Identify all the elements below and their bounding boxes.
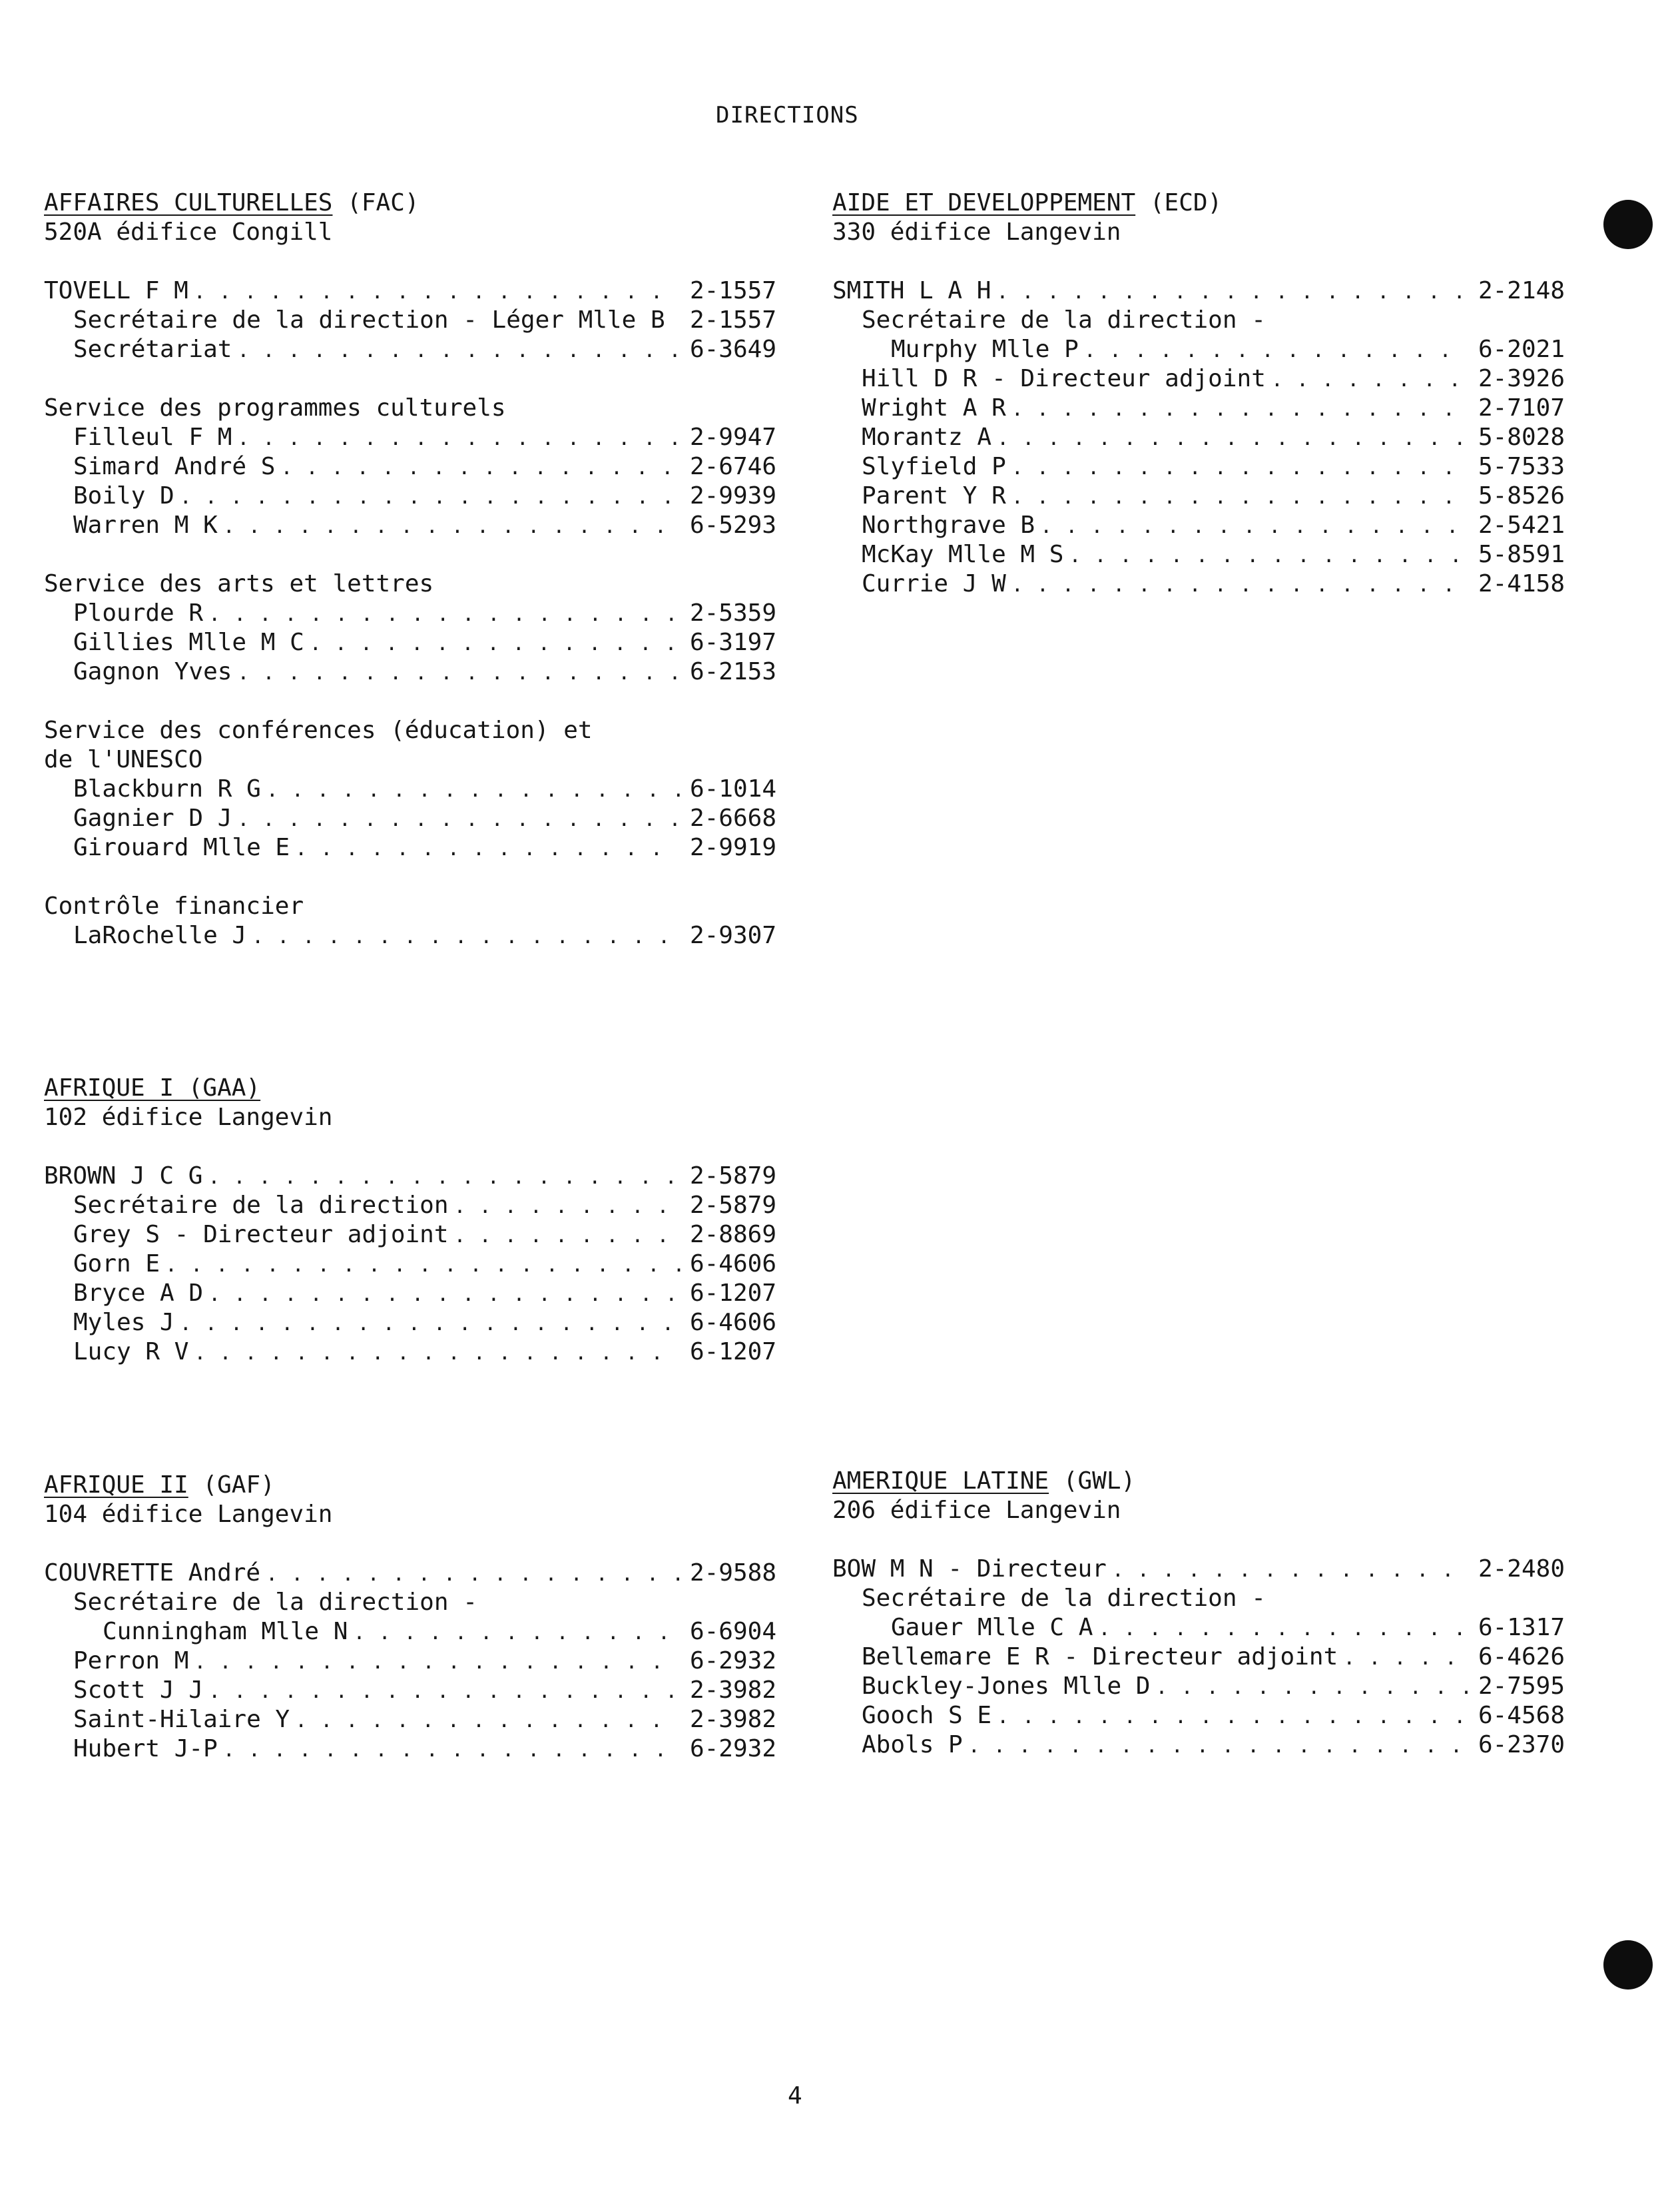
section-heading	[832, 1467, 1565, 1496]
directory-entry: Hill D R - Directeur adjoint . . . 2-3926	[832, 364, 1565, 394]
department-address: 206 édifice Langevin	[832, 1497, 1121, 1524]
directory-entry: Warren M K . . . 6-5293	[44, 511, 776, 540]
directory-entry: Girouard Mlle E . . . 2-9919	[44, 833, 776, 863]
directory-entry: Secrétariat . . . 6-3649	[44, 335, 776, 364]
directory-entry: Gillies Mlle M C . . . 6-3197	[44, 628, 776, 657]
secretary-label: Secrétaire de la direction -	[862, 306, 1266, 334]
directory-entry: Currie J W . . . 2-4158	[832, 569, 1565, 599]
directory-entry: Secrétaire de la direction - Léger Mlle B 2-1557	[73, 306, 776, 334]
directory-entry: SMITH L A H . . . 2-2148	[832, 276, 1565, 306]
directory-entry: Parent Y R . . . 5-8526	[832, 482, 1565, 511]
directory-entry: Boily D . . . 2-9939	[44, 482, 776, 511]
directory-entry: Simard André S . . . 2-6746	[44, 452, 776, 482]
section-afrique-i	[44, 1074, 776, 1367]
directory-entry: LaRochelle J . . . 2-9307	[44, 921, 776, 950]
page-number: 4	[788, 2082, 802, 2109]
directory-entry: Perron M . . . 6-2932	[44, 1647, 776, 1676]
directory-entry: Plourde R . . . 2-5359	[44, 599, 776, 628]
service-heading: Service des programmes culturels	[44, 394, 506, 422]
directory-entry: Bryce A D . . . 6-1207	[44, 1279, 776, 1308]
section-heading	[44, 1074, 776, 1103]
punch-hole	[1603, 1940, 1653, 1990]
directory-entry: Gagnon Yves . . . 6-2153	[44, 657, 776, 687]
section-aide-et-developpement	[832, 188, 1565, 599]
directory-entry: Secrétaire de la direction . . . 2-5879	[44, 1191, 776, 1220]
directory-entry: Blackburn R G . . . 6-1014	[44, 775, 776, 804]
section-affaires-culturelles	[44, 188, 776, 950]
service-heading: Contrôle financier	[44, 893, 304, 920]
service-heading-continued: de l'UNESCO	[44, 746, 203, 773]
directory-entry: Filleul F M . . . 2-9947	[44, 423, 776, 452]
department-address: 520A édifice Congill	[44, 218, 333, 246]
department-name: AFRIQUE II	[44, 1471, 188, 1499]
section-heading	[832, 188, 1565, 218]
department-code: (GWL)	[1063, 1467, 1136, 1495]
directory-entry: BOW M N - Directeur . . . 2-2480	[832, 1555, 1565, 1584]
department-address: 102 édifice Langevin	[44, 1104, 333, 1131]
department-code: (GAF)	[202, 1471, 275, 1499]
department-name: AIDE ET DEVELOPPEMENT	[832, 189, 1136, 216]
directory-entry: Slyfield P . . . 5-7533	[832, 452, 1565, 482]
directory-entry: Buckley-Jones Mlle D . . . 2-7595	[832, 1672, 1565, 1701]
secretary-label: Secrétaire de la direction -	[73, 1589, 477, 1616]
service-heading: Service des arts et lettres	[44, 570, 434, 597]
directory-entry: Northgrave B . . . 2-5421	[832, 511, 1565, 540]
directory-entry: Gauer Mlle C A . . . 6-1317	[832, 1613, 1565, 1643]
department-code: (ECD)	[1149, 189, 1223, 216]
department-address: 104 édifice Langevin	[44, 1501, 333, 1528]
secretary-label: Secrétaire de la direction -	[862, 1585, 1266, 1612]
directory-entry: McKay Mlle M S . . . 5-8591	[832, 540, 1565, 569]
department-name: AFRIQUE I (GAA)	[44, 1074, 261, 1102]
directory-entry: Myles J . . . 6-4606	[44, 1308, 776, 1337]
section-afrique-ii	[44, 1471, 776, 1764]
directory-entry: Saint-Hilaire Y . . . 2-3982	[44, 1705, 776, 1734]
section-heading	[44, 1471, 776, 1500]
directory-entry: Abols P . . . 6-2370	[832, 1730, 1565, 1760]
directory-entry: Scott J J . . . 2-3982	[44, 1676, 776, 1705]
directory-entry: BROWN J C G . . . 2-5879	[44, 1162, 776, 1191]
directory-entry: Hubert J-P . . . 6-2932	[44, 1734, 776, 1764]
directory-entry: Morantz A . . . 5-8028	[832, 423, 1565, 452]
directory-entry: Murphy Mlle P . . . 6-2021	[832, 335, 1565, 364]
department-address: 330 édifice Langevin	[832, 218, 1121, 246]
department-name: AFFAIRES CULTURELLES	[44, 189, 333, 216]
section-amerique-latine	[832, 1467, 1565, 1760]
directory-entry: Bellemare E R - Directeur adjoint . . . 6-4626	[832, 1643, 1565, 1672]
service-heading: Service des conférences (éducation) et	[44, 717, 593, 744]
page-title: DIRECTIONS	[716, 102, 859, 129]
directory-entry: COUVRETTE André . . . 2-9588	[44, 1559, 776, 1588]
department-name: AMERIQUE LATINE	[832, 1467, 1049, 1495]
department-code: (FAC)	[347, 189, 420, 216]
directory-entry: Grey S - Directeur adjoint . . . 2-8869	[44, 1220, 776, 1250]
directory-entry: Lucy R V . . . 6-1207	[44, 1337, 776, 1367]
directory-entry: Gooch S E . . . 6-4568	[832, 1701, 1565, 1730]
section-heading	[44, 188, 776, 218]
directory-entry: Gorn E . . . 6-4606	[44, 1250, 776, 1279]
directory-entry: Gagnier D J . . . 2-6668	[44, 804, 776, 833]
directory-entry: Wright A R . . . 2-7107	[832, 394, 1565, 423]
directory-entry: Cunningham Mlle N . . . 6-6904	[44, 1617, 776, 1647]
punch-hole	[1603, 200, 1653, 249]
directory-entry: TOVELL F M . . . 2-1557	[44, 276, 776, 306]
